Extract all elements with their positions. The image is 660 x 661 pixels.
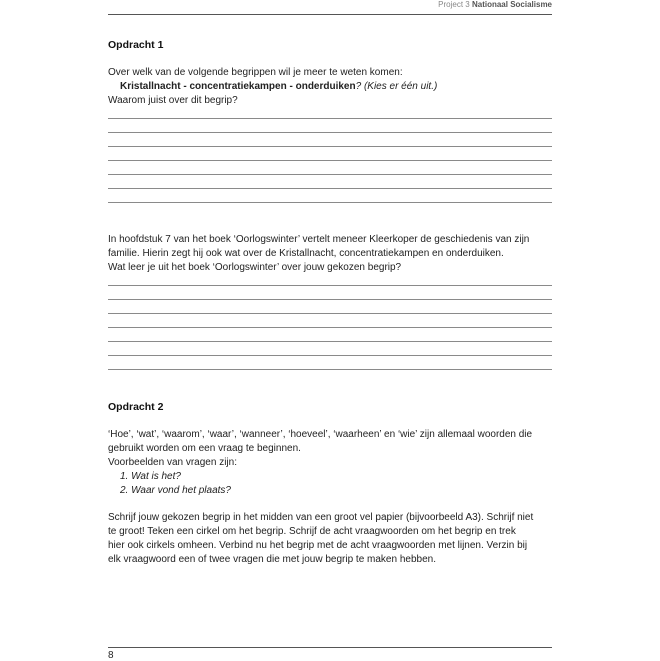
answer-line[interactable]	[108, 355, 552, 356]
paragraph-line: Schrijf jouw gekozen begrip in het midden van een groot vel papier (bijvoorbeeld A3). Schrijf niet	[108, 512, 534, 523]
answer-line[interactable]	[108, 132, 552, 133]
examples-intro: Voorbeelden van vragen zijn:	[108, 457, 237, 468]
answer-line[interactable]	[108, 174, 552, 175]
paragraph-line: elk vraagwoord een of twee vragen die met jouw begrip te maken hebben.	[108, 554, 436, 565]
example-item: 2. Waar vond het plaats?	[120, 485, 231, 496]
answer-line[interactable]	[108, 299, 552, 300]
paragraph-line: ‘Hoe’, ‘wat’, ‘waarom’, ‘waar’, ‘wanneer’, ‘hoeveel’, ‘waarheen’ en ‘wie’ zijn allemaal woorden die	[108, 429, 533, 440]
question-2: Wat leer je uit het boek ‘Oorlogswinter’ over jouw gekozen begrip?	[108, 262, 402, 273]
paragraph-line: hier ook cirkels omheen. Verbind nu het begrip met de acht vraagwoorden met lijnen. Verzin bij	[108, 540, 528, 551]
opdracht-1-intro	[108, 66, 554, 108]
running-header	[438, 0, 552, 9]
answer-line[interactable]	[108, 369, 552, 370]
paragraph-line: In hoofdstuk 7 van het boek ‘Oorlogswinter’ vertelt meneer Kleerkoper de geschiedenis van zijn	[108, 234, 530, 245]
answer-line[interactable]	[108, 285, 552, 286]
answer-line[interactable]	[108, 313, 552, 314]
terms-line	[108, 80, 554, 94]
header-title: Nationaal Socialisme	[471, 0, 552, 9]
opdracht-1-paragraph	[108, 233, 554, 275]
opdracht-2-para-2	[108, 511, 554, 567]
terms-text: Kristallnacht - concentratiekampen - onderduiken	[120, 81, 356, 92]
question-1: Waarom juist over dit begrip?	[108, 95, 238, 106]
answer-line[interactable]	[108, 146, 552, 147]
answer-line[interactable]	[108, 202, 552, 203]
opdracht-2-para-1	[108, 428, 554, 470]
terms-note: ? (Kies er één uit.)	[355, 81, 438, 92]
footer-rule	[108, 647, 552, 648]
paragraph-line: familie. Hierin zegt hij ook wat over de Kristallnacht, concentratiekampen en onderduiken.	[108, 248, 504, 259]
intro-text: Over welk van de volgende begrippen wil je meer te weten komen:	[108, 67, 403, 78]
opdracht-2-heading: Opdracht 2	[108, 401, 164, 413]
page-number: 8	[108, 650, 114, 661]
example-item: 1. Wat is het?	[120, 471, 181, 482]
header-project: Project 3	[438, 0, 470, 9]
answer-line[interactable]	[108, 160, 552, 161]
answer-line[interactable]	[108, 118, 552, 119]
paragraph-line: te groot! Teken een cirkel om het begrip. Schrijf de acht vraagwoorden om het begrip en trek	[108, 526, 516, 537]
answer-line[interactable]	[108, 327, 552, 328]
paragraph-line: gebruikt worden om een vraag te beginnen.	[108, 443, 301, 454]
examples-list	[120, 470, 231, 498]
answer-line[interactable]	[108, 188, 552, 189]
header-rule	[108, 14, 552, 15]
answer-line[interactable]	[108, 341, 552, 342]
opdracht-1-heading: Opdracht 1	[108, 39, 164, 51]
